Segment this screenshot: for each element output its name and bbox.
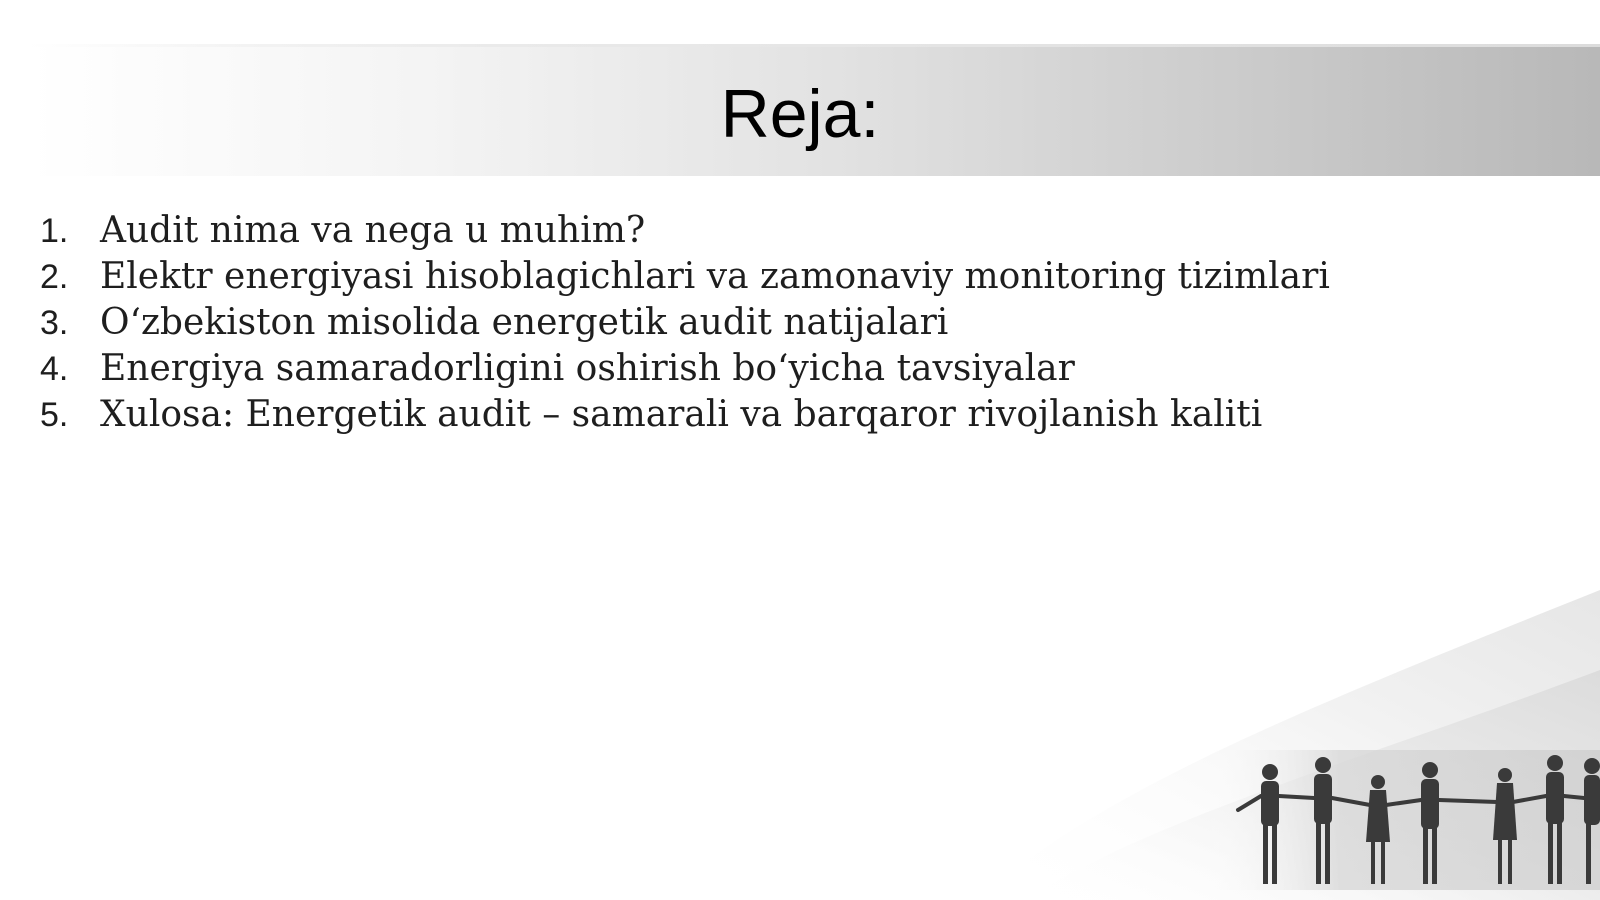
agenda-number: 2. bbox=[40, 258, 69, 296]
agenda-list bbox=[40, 208, 1540, 438]
agenda-number: 5. bbox=[40, 396, 69, 434]
people-holding-hands-illustration bbox=[980, 560, 1600, 900]
agenda-item-3 bbox=[40, 300, 1540, 346]
agenda-number: 4. bbox=[40, 350, 69, 388]
agenda-item-1 bbox=[40, 208, 1540, 254]
agenda-text: Elektr energiyasi hisoblagichlari va zamonaviy monitoring tizimlari bbox=[100, 256, 1330, 297]
agenda-number: 1. bbox=[40, 212, 69, 250]
agenda-item-5 bbox=[40, 392, 1540, 438]
agenda-text: Xulosa: Energetik audit – samarali va barqaror rivojlanish kaliti bbox=[100, 394, 1263, 435]
agenda-number: 3. bbox=[40, 304, 69, 342]
agenda-item-4 bbox=[40, 346, 1540, 392]
agenda-item-2 bbox=[40, 254, 1540, 300]
slide-title: Reja: bbox=[720, 76, 880, 152]
agenda-text: O‘zbekiston misolida energetik audit natijalari bbox=[100, 302, 949, 343]
agenda-text: Audit nima va nega u muhim? bbox=[100, 210, 646, 251]
agenda-text: Energiya samaradorligini oshirish bo‘yicha tavsiyalar bbox=[100, 348, 1075, 389]
